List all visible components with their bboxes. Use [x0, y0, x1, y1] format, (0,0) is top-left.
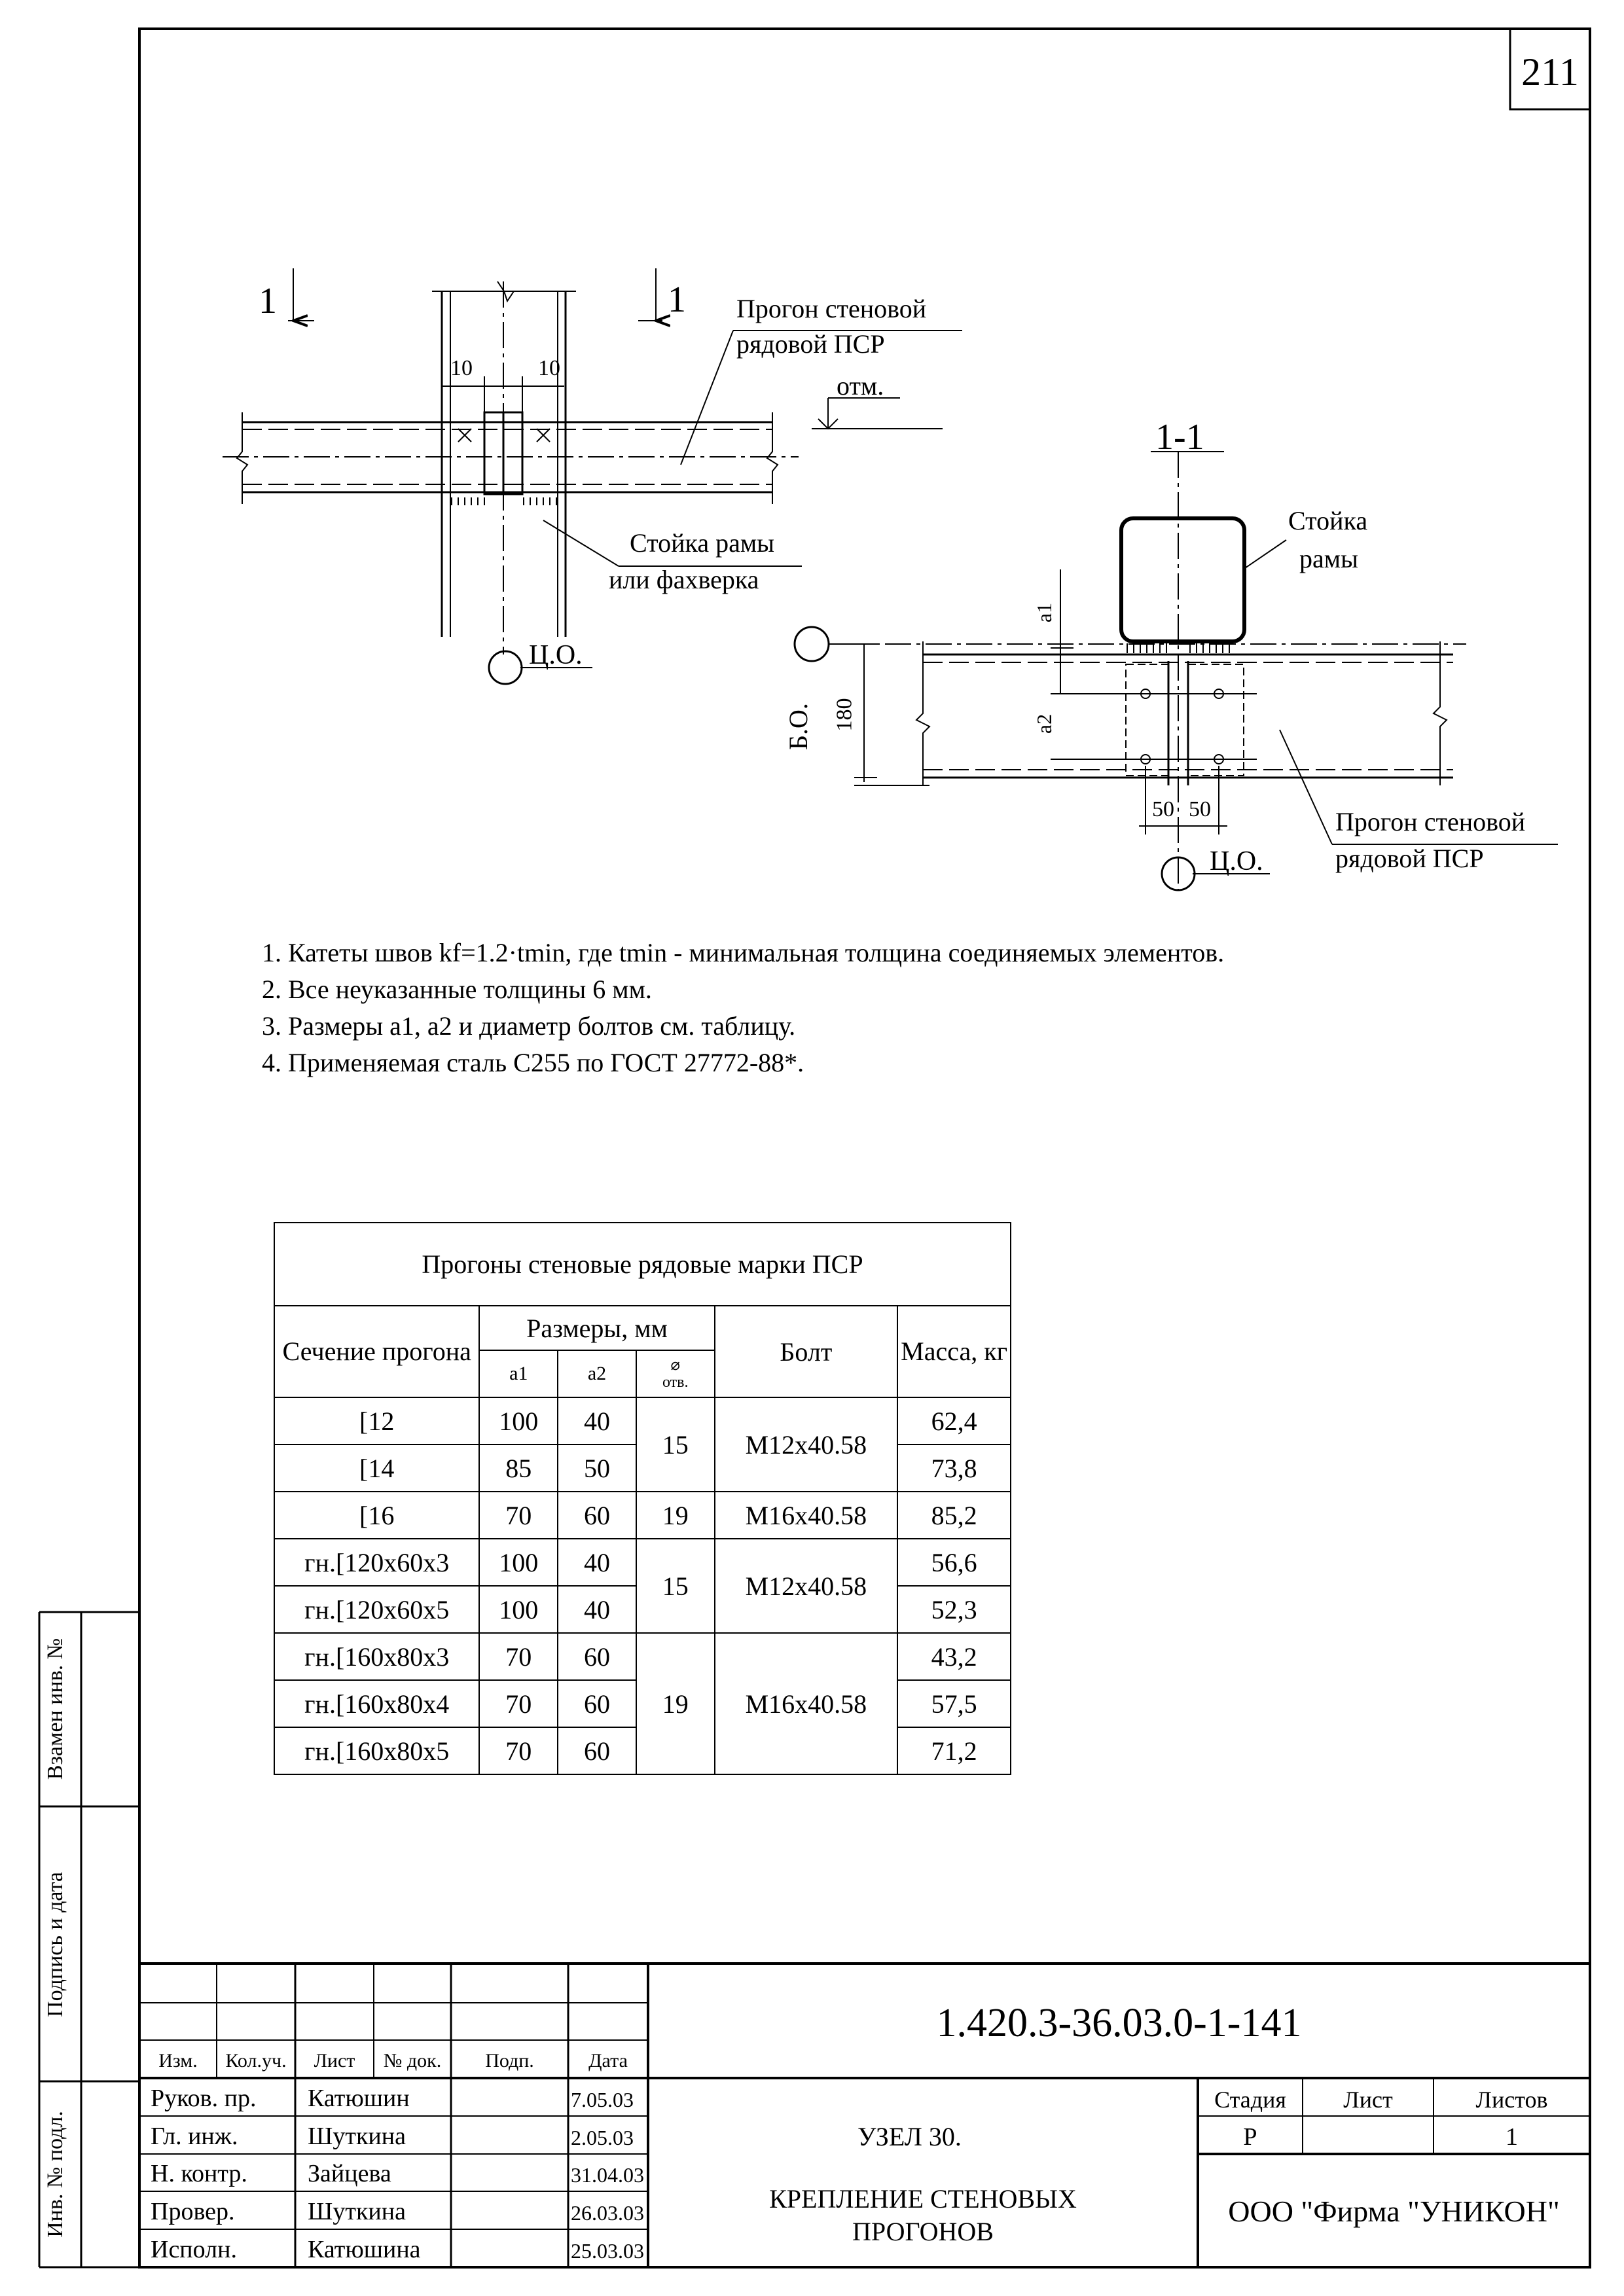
sheet-number: 211	[1521, 50, 1579, 94]
cell-a2: 50	[558, 1444, 636, 1492]
diameter-symbol: ⌀	[670, 1357, 680, 1374]
section-mark-left: 1	[259, 281, 277, 321]
cell-a1: 70	[479, 1633, 558, 1680]
table-row	[274, 1539, 1011, 1586]
head-mass: Масса, кг	[897, 1306, 1011, 1397]
col-head-sign: Подп.	[485, 2050, 534, 2072]
post-left-label-2: или фахверка	[609, 565, 759, 594]
drawing-title-1: КРЕПЛЕНИЕ СТЕНОВЫХ	[769, 2184, 1077, 2214]
role-5: Исполн.	[151, 2236, 237, 2263]
cell-a1: 70	[479, 1727, 558, 1774]
col-head-date: Дата	[588, 2050, 628, 2072]
cell-section: [14	[274, 1444, 479, 1492]
date-1: 7.05.03	[571, 2088, 634, 2111]
cell-a2: 60	[558, 1492, 636, 1539]
cell-mass: 73,8	[897, 1444, 1011, 1492]
cell-a1: 70	[479, 1492, 558, 1539]
head-a1: a1	[479, 1350, 558, 1397]
head-a2: a2	[558, 1350, 636, 1397]
doc-code: 1.420.3-36.03.0-1-141	[936, 2001, 1302, 2045]
section-mark-right: 1	[668, 279, 686, 320]
purlin-left-label-2: рядовой ПСР	[736, 329, 885, 359]
head-hole-label: отв.	[662, 1374, 689, 1391]
name-5: Катюшина	[308, 2236, 421, 2263]
role-4: Провер.	[151, 2198, 235, 2225]
cell-section: гн.[160х80х3	[274, 1633, 479, 1680]
role-3: Н. контр.	[151, 2160, 247, 2187]
date-5: 25.03.03	[571, 2239, 644, 2263]
sheets-value: 1	[1506, 2123, 1518, 2151]
post-right-label-1: Стойка	[1288, 506, 1368, 535]
cell-section: гн.[160х80х5	[274, 1727, 479, 1774]
cell-a2: 60	[558, 1727, 636, 1774]
cell-hole: 15	[636, 1539, 715, 1633]
cell-bolt: М12х40.58	[715, 1397, 898, 1492]
cell-bolt: М12х40.58	[715, 1539, 898, 1633]
dim-10-right: 10	[538, 356, 560, 380]
company-name: ООО "Фирма "УНИКОН"	[1228, 2195, 1560, 2228]
post-right-label-2: рамы	[1299, 544, 1358, 573]
date-3: 31.04.03	[571, 2163, 644, 2187]
cell-a1: 100	[479, 1397, 558, 1444]
notes	[262, 935, 1224, 1081]
elevation-label: отм.	[837, 371, 884, 401]
post-rhs	[1121, 518, 1244, 641]
role-2: Гл. инж.	[151, 2123, 238, 2150]
stamp-inv-number: Инв. № подл.	[43, 2111, 67, 2238]
cell-hole: 15	[636, 1397, 715, 1492]
table-row	[274, 1492, 1011, 1539]
name-1: Катюшин	[308, 2085, 410, 2112]
note-3: 3. Размеры a1, a2 и диаметр болтов см. таблицу.	[262, 1011, 796, 1041]
role-1: Руков. пр.	[151, 2085, 257, 2112]
sheet-label: Лист	[1343, 2087, 1393, 2113]
cell-a2: 60	[558, 1633, 636, 1680]
cell-mass: 56,6	[897, 1539, 1011, 1586]
cell-hole: 19	[636, 1492, 715, 1539]
purlin-right-label-2: рядовой ПСР	[1335, 844, 1484, 873]
dim-180: 180	[832, 698, 857, 732]
name-4: Шуткина	[308, 2198, 406, 2225]
cell-mass: 85,2	[897, 1492, 1011, 1539]
col-head-kol: Кол.уч.	[225, 2050, 287, 2072]
cell-mass: 52,3	[897, 1586, 1011, 1633]
col-head-izm: Изм.	[158, 2050, 198, 2072]
col-head-list: Лист	[314, 2050, 355, 2072]
name-2: Шуткина	[308, 2123, 406, 2150]
cell-a2: 40	[558, 1539, 636, 1586]
table-row	[274, 1633, 1011, 1680]
stage-value: Р	[1243, 2123, 1257, 2151]
note-4: 4. Применяемая сталь С255 по ГОСТ 27772-88*.	[262, 1048, 804, 1077]
post-left-label-1: Стойка рамы	[630, 528, 775, 558]
date-4: 26.03.03	[571, 2201, 644, 2225]
cell-a1: 70	[479, 1680, 558, 1727]
cell-mass: 62,4	[897, 1397, 1011, 1444]
head-sizes: Размеры, мм	[479, 1306, 714, 1350]
axis-bo-label: Б.О.	[783, 703, 813, 750]
col-head-doc: № док.	[383, 2050, 442, 2072]
cell-hole: 19	[636, 1633, 715, 1774]
cell-section: гн.[120х60х3	[274, 1539, 479, 1586]
head-bolt: Болт	[715, 1306, 898, 1397]
cell-mass: 43,2	[897, 1633, 1011, 1680]
cell-a2: 40	[558, 1586, 636, 1633]
cell-section: гн.[120х60х5	[274, 1586, 479, 1633]
cell-section: [16	[274, 1492, 479, 1539]
section-title: 1-1	[1155, 417, 1204, 457]
purlin-right-label-1: Прогон стеновой	[1335, 807, 1526, 836]
cell-mass: 57,5	[897, 1680, 1011, 1727]
purlin-spec-table	[274, 1222, 1011, 1775]
cell-a1: 100	[479, 1586, 558, 1633]
dim-a1: a1	[1032, 602, 1056, 623]
sheet-frame	[139, 29, 1590, 2267]
table-title: Прогоны стеновые рядовые марки ПСР	[274, 1223, 1011, 1306]
axis-right-label: Ц.О.	[1210, 846, 1263, 876]
sheets-label: Листов	[1475, 2087, 1548, 2113]
cell-section: гн.[160х80х4	[274, 1680, 479, 1727]
dim-50-right: 50	[1189, 797, 1211, 821]
axis-left-label: Ц.О.	[529, 640, 583, 670]
cell-a2: 60	[558, 1680, 636, 1727]
stamp-replaced-inv: Взамен инв. №	[43, 1638, 67, 1780]
drawing-title-2: ПРОГОНОВ	[852, 2217, 994, 2246]
cell-mass: 71,2	[897, 1727, 1011, 1774]
purlin-left-label-1: Прогон стеновой	[736, 294, 927, 323]
head-section: Сечение прогона	[274, 1306, 479, 1397]
name-3: Зайцева	[308, 2160, 391, 2187]
table-row	[274, 1397, 1011, 1444]
note-1: 1. Катеты швов kf=1.2·tmin, где tmin - минимальная толщина соединяемых элементов.	[262, 938, 1225, 967]
stage-label: Стадия	[1214, 2087, 1286, 2113]
note-2: 2. Все неуказанные толщины 6 мм.	[262, 975, 652, 1004]
cell-a1: 100	[479, 1539, 558, 1586]
cell-a1: 85	[479, 1444, 558, 1492]
stamp-signature-date: Подпись и дата	[43, 1872, 67, 2017]
node-label: УЗЕЛ 30.	[857, 2122, 962, 2151]
cell-a2: 40	[558, 1397, 636, 1444]
cell-bolt: М16х40.58	[715, 1492, 898, 1539]
head-hole	[636, 1350, 715, 1397]
cell-bolt: М16х40.58	[715, 1633, 898, 1774]
dim-a2: a2	[1032, 713, 1056, 734]
cell-section: [12	[274, 1397, 479, 1444]
date-2: 2.05.03	[571, 2126, 634, 2149]
dim-50-left: 50	[1152, 797, 1174, 821]
dim-10-left: 10	[450, 356, 473, 380]
